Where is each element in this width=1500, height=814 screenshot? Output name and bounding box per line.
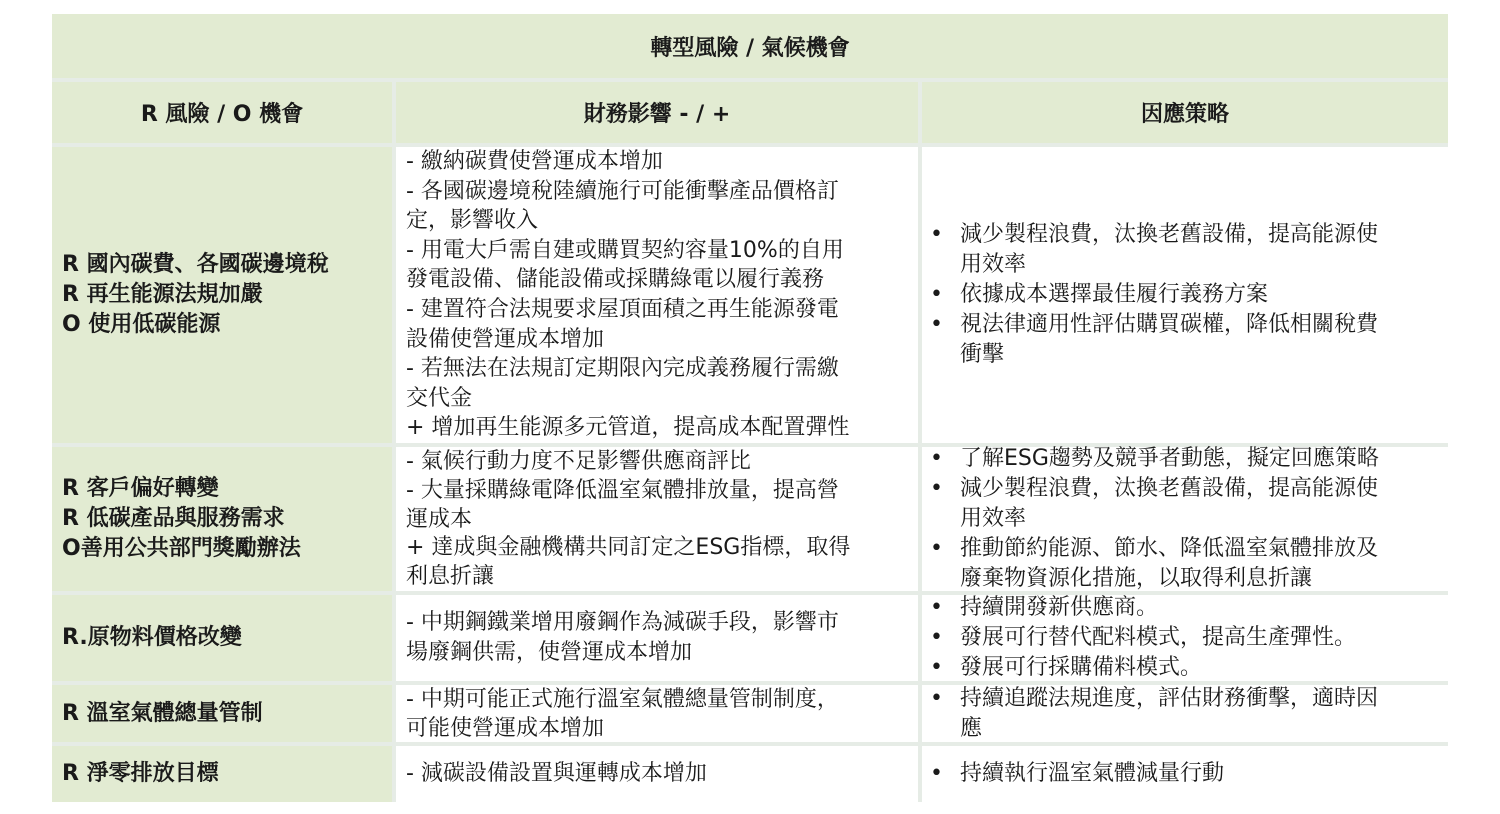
row-3-impact-cell bbox=[396, 595, 918, 681]
impact-line: 可能使營運成本增加 bbox=[406, 715, 605, 741]
row-5-impact-cell bbox=[396, 746, 918, 802]
bullet-icon: • bbox=[930, 476, 943, 501]
risk-line: O 使用低碳能源 bbox=[62, 312, 221, 337]
impact-line: 定，影響收入 bbox=[406, 208, 539, 234]
impact-line: - 若無法在法規訂定期限內完成義務履行需繳 bbox=[406, 356, 839, 382]
row-1-impact-cell bbox=[396, 147, 918, 443]
impact-line: - 大量採購綠電降低溫室氣體排放量，提高營 bbox=[406, 477, 839, 503]
impact-line: - 氣候行動力度不足影響供應商評比 bbox=[406, 449, 751, 474]
strategy-item bbox=[930, 759, 1440, 789]
impact-line: - 繳納碳費使營運成本增加 bbox=[406, 149, 663, 175]
strategy-line: 視法律適用性評估購買碳權，降低相關稅費 bbox=[960, 312, 1379, 337]
bullet-icon: • bbox=[930, 446, 943, 471]
strategy-line: 衝擊 bbox=[960, 342, 1005, 367]
strategy-line: 推動節約能源、節水、降低溫室氣體排放及 bbox=[960, 536, 1379, 561]
risk-opportunity-table bbox=[52, 14, 1448, 802]
impact-line: - 建置符合法規要求屋頂面積之再生能源發電 bbox=[406, 297, 839, 322]
bullet-icon: • bbox=[930, 595, 943, 620]
row-4-strategy-cell bbox=[922, 685, 1448, 742]
strategy-item bbox=[930, 653, 1440, 683]
risk-line: O善用公共部門獎勵辦法 bbox=[62, 536, 301, 561]
impact-line: - 中期可能正式施行溫室氣體總量管制制度， bbox=[406, 687, 839, 712]
row-1-risk-cell bbox=[52, 147, 392, 443]
strategy-line: 發展可行採購備料模式。 bbox=[960, 655, 1203, 680]
impact-line: - 各國碳邊境稅陸續施行可能衝擊產品價格訂 bbox=[406, 178, 839, 204]
impact-line: 運成本 bbox=[406, 506, 473, 532]
bullet-icon: • bbox=[930, 282, 943, 307]
strategy-line: 了解ESG趨勢及競爭者動態，擬定回應策略 bbox=[960, 446, 1379, 471]
impact-line: + 達成與金融機構共同訂定之ESG指標，取得 bbox=[406, 535, 851, 561]
impact-line: - 減碳設備設置與運轉成本增加 bbox=[406, 761, 707, 786]
row-3-risk-cell bbox=[52, 595, 392, 681]
strategy-line: 持續追蹤法規進度，評估財務衝擊，適時因 bbox=[960, 685, 1379, 711]
impact-line: - 用電大戶需自建或購買契約容量10%的自用 bbox=[406, 237, 844, 263]
strategy-line: 廢棄物資源化措施，以取得利息折讓 bbox=[960, 566, 1313, 591]
strategy-item bbox=[930, 280, 1440, 310]
impact-line: - 中期鋼鐵業增用廢鋼作為減碳手段，影響市 bbox=[406, 610, 839, 635]
strategy-line: 應 bbox=[960, 715, 983, 741]
bullet-icon: • bbox=[930, 761, 943, 786]
impact-line: 設備使營運成本增加 bbox=[406, 326, 605, 352]
bullet-icon: • bbox=[930, 312, 943, 337]
row-5-strategy-cell bbox=[922, 746, 1448, 802]
row-1-strategy-cell bbox=[922, 147, 1448, 443]
strategy-line: 依據成本選擇最佳履行義務方案 bbox=[960, 282, 1269, 307]
strategy-item bbox=[930, 474, 1440, 534]
risk-line: R 國內碳費、各國碳邊境稅 bbox=[62, 252, 329, 277]
strategy-line: 減少製程浪費，汰換老舊設備，提高能源使 bbox=[960, 222, 1379, 247]
strategy-item bbox=[930, 444, 1440, 474]
row-5-risk-cell bbox=[52, 746, 392, 802]
strategy-line: 發展可行替代配料模式，提高生產彈性。 bbox=[960, 625, 1357, 650]
strategy-line: 持續執行溫室氣體減量行動 bbox=[960, 761, 1225, 786]
risk-line: R 低碳產品與服務需求 bbox=[62, 506, 285, 531]
strategy-line: 用效率 bbox=[960, 252, 1027, 277]
strategy-item bbox=[930, 534, 1440, 594]
row-2-risk-cell bbox=[52, 447, 392, 591]
impact-line: 交代金 bbox=[406, 385, 473, 411]
strategy-item bbox=[930, 220, 1440, 280]
row-2-strategy-cell bbox=[922, 447, 1448, 591]
impact-line: 發電設備、儲能設備或採購綠電以履行義務 bbox=[406, 267, 825, 293]
risk-line: R.原物料價格改變 bbox=[62, 625, 242, 650]
bullet-icon: • bbox=[930, 625, 943, 650]
bullet-icon: • bbox=[930, 655, 943, 680]
impact-line: + 增加再生能源多元管道，提高成本配置彈性 bbox=[406, 415, 850, 441]
impact-line: 利息折讓 bbox=[406, 564, 495, 590]
strategy-item bbox=[930, 623, 1440, 653]
strategy-line: 用效率 bbox=[960, 506, 1027, 531]
risk-line: R 客戶偏好轉變 bbox=[62, 476, 219, 501]
row-2-impact-cell bbox=[396, 447, 918, 591]
bullet-icon: • bbox=[930, 536, 943, 561]
row-4-impact-cell bbox=[396, 685, 918, 742]
risk-line: R 淨零排放目標 bbox=[62, 761, 219, 786]
row-4-risk-cell bbox=[52, 685, 392, 742]
strategy-item bbox=[930, 310, 1440, 370]
bullet-icon: • bbox=[930, 685, 943, 711]
strategy-item bbox=[930, 684, 1440, 744]
header-risk-opportunity: R 風險 / O 機會 bbox=[52, 82, 392, 143]
header-response-strategy: 因應策略 bbox=[922, 82, 1448, 143]
impact-line: 場廢鋼供需，使營運成本增加 bbox=[406, 640, 693, 665]
strategy-line: 持續開發新供應商。 bbox=[960, 595, 1159, 620]
strategy-item bbox=[930, 593, 1440, 623]
header-financial-impact: 財務影響 - / + bbox=[396, 82, 918, 143]
table-title: 轉型風險 / 氣候機會 bbox=[52, 14, 1448, 78]
strategy-line: 減少製程浪費，汰換老舊設備，提高能源使 bbox=[960, 476, 1379, 501]
risk-line: R 溫室氣體總量管制 bbox=[62, 700, 263, 726]
row-3-strategy-cell bbox=[922, 595, 1448, 681]
bullet-icon: • bbox=[930, 222, 943, 247]
risk-line: R 再生能源法規加嚴 bbox=[62, 282, 263, 307]
